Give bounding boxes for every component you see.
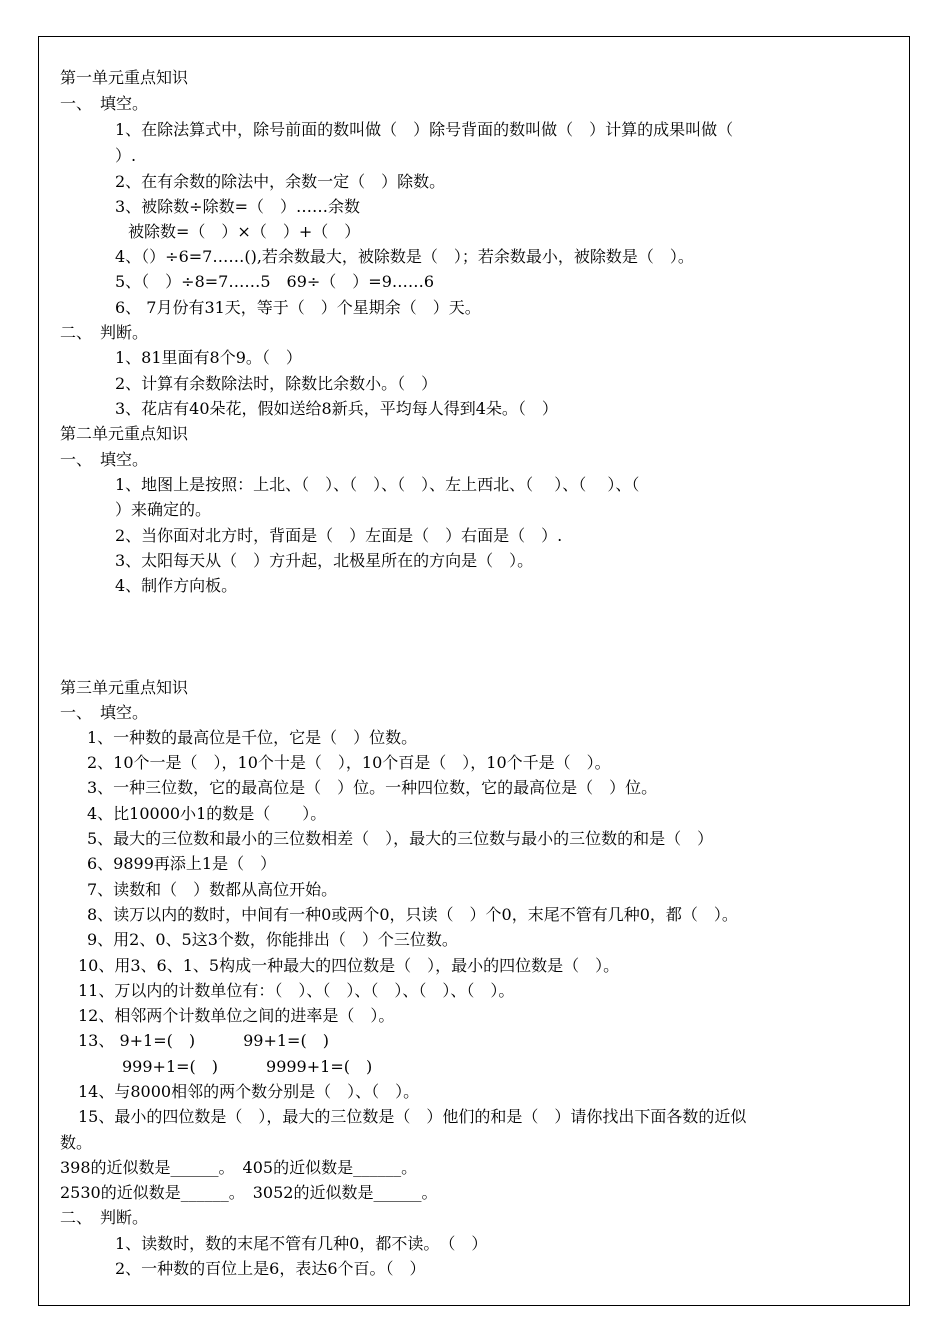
unit3-q15: 15、最小的四位数是（ ），最大的三位数是（ ）他们的和是（ ）请你找出下面各数的近似 xyxy=(78,1107,747,1126)
unit3-q2: 2、10个一是（ ），10个十是（ ），10个百是（ ），10个千是（ ）。 xyxy=(87,753,611,772)
unit1-j3: 3、花店有40朵花，假如送给8新兵，平均每人得到4朵。（ ） xyxy=(115,399,558,418)
unit3-section-fill: 一、 填空。 xyxy=(60,703,149,722)
unit1-q2: 2、在有余数的除法中，余数一定（ ）除数。 xyxy=(115,172,446,191)
unit3-q7: 7、读数和（ ）数都从高位开始。 xyxy=(87,880,338,899)
unit3-q3: 3、一种三位数，它的最高位是（ ）位。一种四位数，它的最高位是（ ）位。 xyxy=(87,778,658,797)
unit3-q9: 9、用2、0、5这3个数，你能排出（ ）个三位数。 xyxy=(87,930,458,949)
unit3-j2: 2、一种数的百位上是6，表达6个百。（ ） xyxy=(115,1259,426,1278)
unit1-j1: 1、81里面有8个9。（ ） xyxy=(115,348,302,367)
unit1-q5: 5、（ ）÷8=7……5 69÷（ ）=9……6 xyxy=(115,272,435,291)
unit3-j1: 1、读数时，数的末尾不管有几种0，都不读。 （ ） xyxy=(115,1234,488,1253)
unit1-q1: 1、在除法算式中，除号前面的数叫做（ ）除号背面的数叫做（ ）计算的成果叫做（ xyxy=(115,120,734,139)
unit1-j2: 2、计算有余数除法时，除数比余数小。（ ） xyxy=(115,374,438,393)
unit2-q1: 1、地图上是按照：上北、（ ）、（ ）、（ ）、左上西北、（ ）、（ ）、（ xyxy=(115,475,640,494)
unit3-q15-cont: 数。 xyxy=(60,1133,93,1152)
unit3-q13: 13、 9+1=( ) 99+1=( ) xyxy=(78,1031,329,1050)
unit1-q4: 4、（）÷6=7……(),若余数最大，被除数是（ ）；若余数最小，被除数是（ ）。 xyxy=(115,247,694,266)
unit3-approx-2: 2530的近似数是______。 3052的近似数是______。 xyxy=(60,1183,438,1202)
unit1-title: 第一单元重点知识 xyxy=(60,68,189,87)
unit1-q3: 3、被除数÷除数=（ ）……余数 xyxy=(115,197,360,216)
unit1-q6: 6、 7月份有31天，等于（ ）个星期余（ ）天。 xyxy=(115,298,481,317)
unit1-section-judge: 二、 判断。 xyxy=(60,323,149,342)
unit2-section-fill: 一、 填空。 xyxy=(60,450,149,469)
unit3-section-judge: 二、 判断。 xyxy=(60,1208,149,1227)
unit3-q10: 10、用3、6、1、5构成一种最大的四位数是（ ），最小的四位数是（ ）。 xyxy=(78,956,620,975)
unit3-q4: 4、比10000小1的数是（ ）。 xyxy=(87,804,327,823)
unit3-approx-1: 398的近似数是______。 405的近似数是______。 xyxy=(60,1158,418,1177)
unit3-q14: 14、与8000相邻的两个数分别是（ ）、（ ）。 xyxy=(78,1082,420,1101)
unit2-q2: 2、当你面对北方时，背面是（ ）左面是（ ）右面是（ ）. xyxy=(115,526,563,545)
unit1-section-fill: 一、 填空。 xyxy=(60,94,149,113)
unit2-q3: 3、太阳每天从（ ）方升起，北极星所在的方向是（ ）。 xyxy=(115,551,534,570)
unit1-q3-cont: 被除数=（ ）×（ ）+（ ） xyxy=(128,222,361,241)
unit3-title: 第三单元重点知识 xyxy=(60,678,189,697)
unit3-q13-cont: 999+1=( ) 9999+1=( ) xyxy=(122,1057,373,1076)
unit3-q5: 5、最大的三位数和最小的三位数相差（ ），最大的三位数与最小的三位数的和是（ ） xyxy=(87,829,714,848)
unit3-q6: 6、9899再添上1是（ ） xyxy=(87,854,277,873)
unit1-q1-cont: ）. xyxy=(115,146,137,165)
unit2-title: 第二单元重点知识 xyxy=(60,424,189,443)
unit3-q12: 12、相邻两个计数单位之间的进率是（ ）。 xyxy=(78,1006,395,1025)
unit3-q8: 8、读万以内的数时，中间有一种0或两个0，只读（ ）个0，末尾不管有几种0，都（ ）。 xyxy=(87,905,738,924)
unit3-q1: 1、一种数的最高位是千位，它是（ ）位数。 xyxy=(87,728,418,747)
unit3-q11: 11、万以内的计数单位有：（ ）、（ ）、（ ）、（ ）、（ ）。 xyxy=(78,981,515,1000)
unit2-q1-cont: ）来确定的。 xyxy=(115,500,212,519)
unit2-q4: 4、制作方向板。 xyxy=(115,576,238,595)
